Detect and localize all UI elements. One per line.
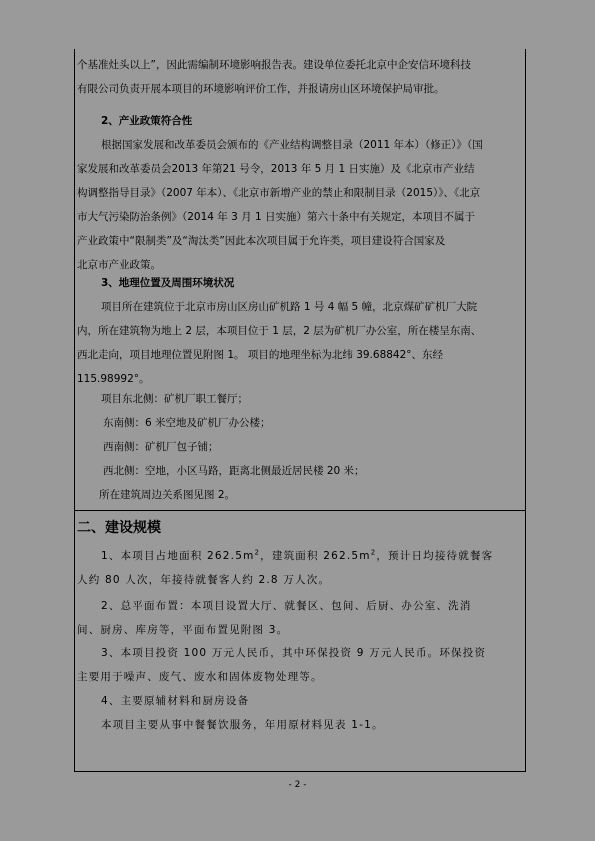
construction-item-2-line-1: 2、总平面布置：本项目设置大厅、就餐区、包间、后厨、办公室、洗消 [101, 600, 472, 612]
section-2-line-6: 北京市产业政策。 [77, 259, 161, 271]
superscript: 2 [370, 548, 377, 557]
section-3-line-2: 内，所在建筑物为地上 2 层，本项目位于 1 层，2 层为矿机厂办公室，所在楼呈东南、 [77, 325, 482, 337]
section-divider [75, 510, 525, 511]
construction-item-1-line-2: 人约 80 人次，年接待就餐客人约 2.8 万人次。 [77, 574, 331, 586]
section-3-line-4: 115.98992°。 [77, 373, 150, 385]
section-3-title: 3、地理位置及周围环境状况 [101, 277, 235, 289]
construction-item-3-line-2: 主要用于噪声、废气、废水和固体废物处理等。 [77, 671, 323, 683]
figure-2-note: 所在建筑周边关系图见图 2。 [99, 489, 236, 501]
intro-line-1: 个基准灶头以上”，因此需编制环境影响报告表。建设单位委托北京中企安信环境科技 [77, 59, 471, 71]
section-2-line-2: 家发展和改革委员会2013 年第21 号令，2013 年 5 月 1 日实施）及《北京市产业结 [77, 163, 475, 175]
intro-line-2: 有限公司负责开展本项目的环境影响评价工作，并报请房山区环境保护局审批。 [77, 83, 445, 95]
superscript: 2 [254, 548, 261, 557]
section-2-line-1: 根据国家发展和改革委员会颁布的《产业结构调整目录（2011 年本）（修正）》（国 [101, 139, 483, 151]
surrounding-southeast: 东南侧：6 米空地及矿机厂办公楼； [103, 417, 271, 429]
construction-item-3-line-1: 3、本项目投资 100 万元人民币，其中环保投资 9 万元人民币。环保投资 [101, 647, 487, 659]
construction-item-2-line-2: 间、厨房、库房等，平面布置见附图 3。 [77, 624, 289, 636]
construction-item-4: 4、主要原辅材料和厨房设备 [101, 695, 250, 707]
section-2-line-4: 市大气污染防治条例》（2014 年 3 月 1 日实施）第六十条中有关规定，本项目不属于 [77, 211, 476, 223]
content-table-frame [74, 49, 526, 772]
surrounding-southwest: 西南侧：矿机厂包子铺； [103, 441, 219, 453]
section-3-line-3: 西北走向，项目地理位置见附图 1。 项目的地理坐标为北纬 39.68842°、东经 [77, 349, 444, 361]
page-number: - 2 - [288, 780, 307, 790]
surrounding-northeast: 项目东北侧：矿机厂职工餐厅； [101, 393, 248, 405]
construction-item-4-note: 本项目主要从事中餐餐饮服务，年用原材料见表 1-1。 [101, 719, 384, 731]
surrounding-northwest: 西北侧：空地，小区马路，距离北侧最近居民楼 20 米； [103, 465, 365, 477]
construction-item-1-line-1: 1、本项目占地面积 $262.5m^2$，建筑面积 $262.5m^2$，预计日均接待就餐客 [101, 548, 494, 562]
section-3-line-1: 项目所在建筑位于北京市房山区房山矿机路 1 号 4 幅 5 幢，北京煤矿矿机厂大院 [101, 301, 478, 313]
construction-heading: 二、建设规模 [77, 520, 161, 536]
section-2-line-3: 构调整指导目录》（2007 年本）、《北京市新增产业的禁止和限制目录（2015）》、《北京 [77, 187, 481, 199]
section-2-title: 2、产业政策符合性 [101, 115, 193, 127]
section-2-line-5: 产业政策中“限制类”及“淘汰类”因此本次项目属于允许类，项目建设符合国家及 [77, 235, 446, 247]
